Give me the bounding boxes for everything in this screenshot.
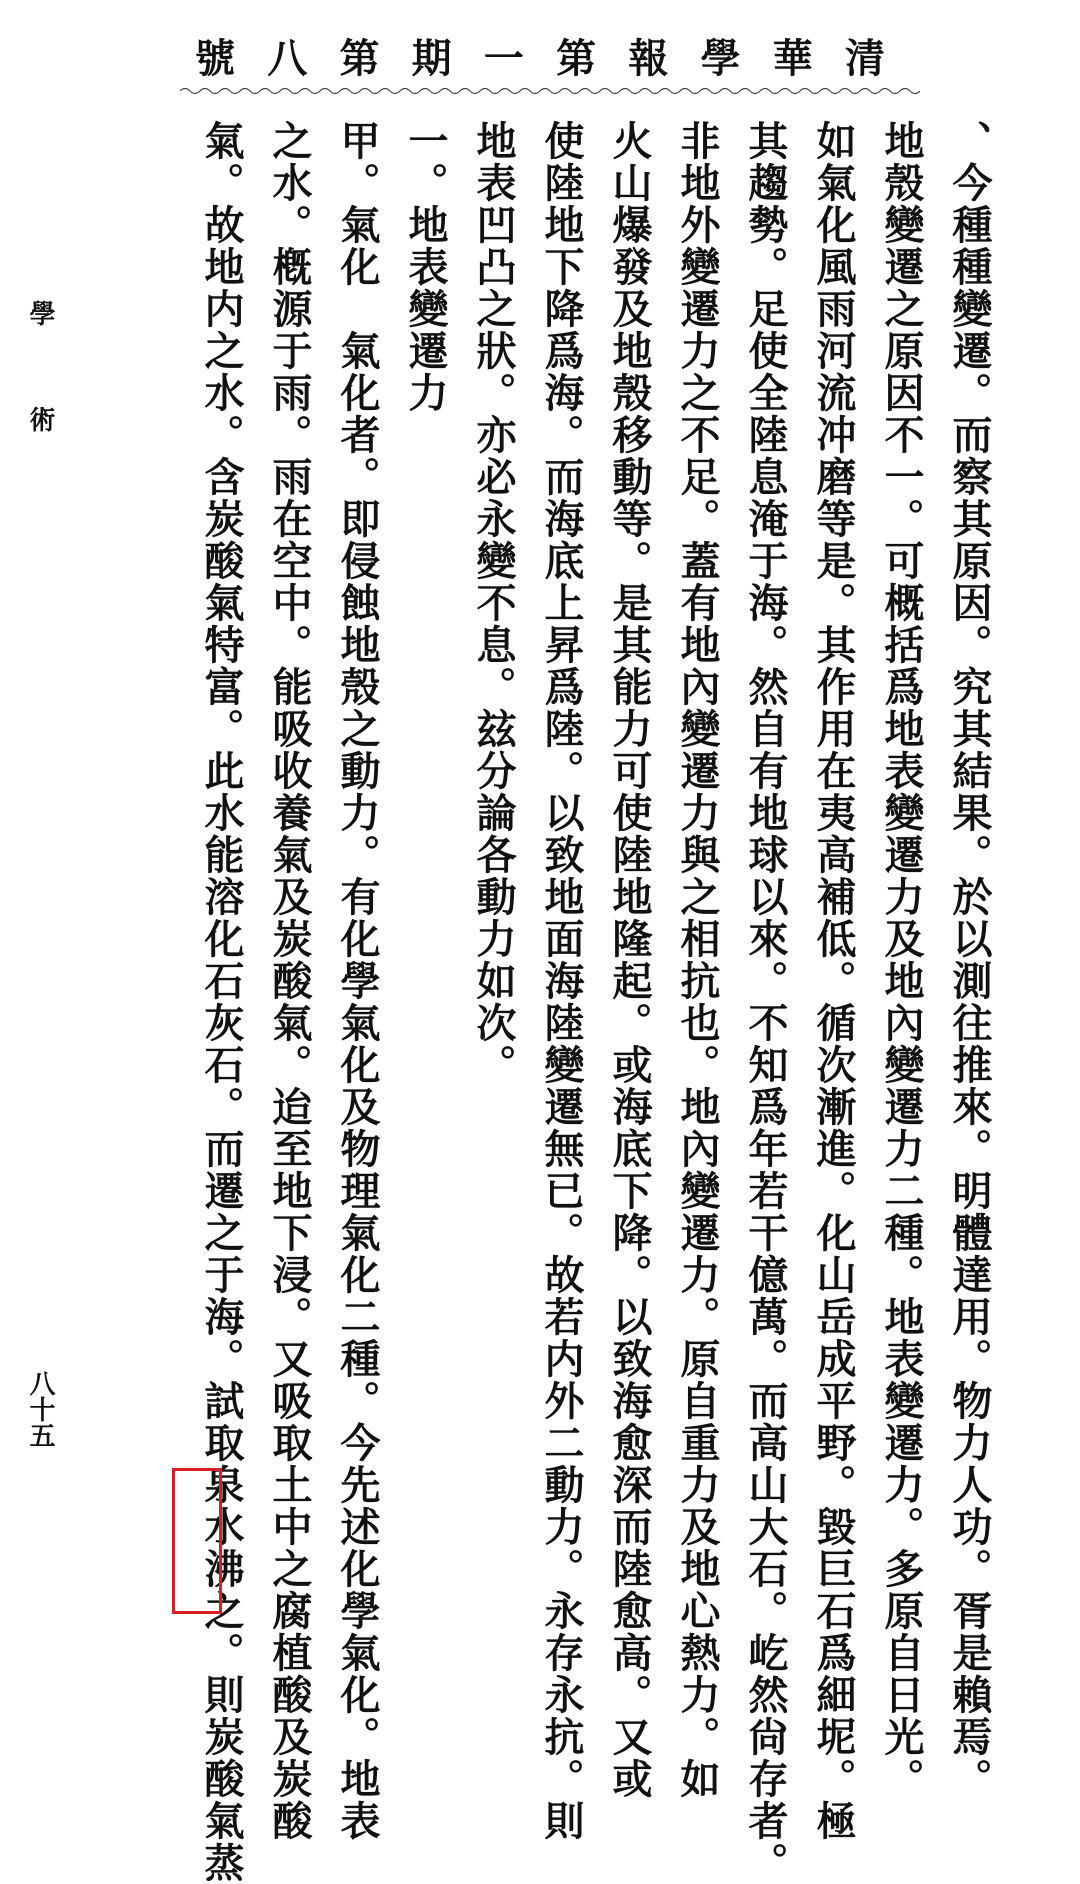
page-number: 八十五 [25, 1370, 55, 1448]
text-column: 非地外變遷力之不足。蓋有地內變遷力與之相抗也。地內變遷力。原自重力及地心熱力。如 [674, 120, 721, 1800]
header-char: 學 [700, 34, 741, 82]
section-heading: 一。地表變遷力 [402, 120, 449, 414]
text-column: 如氣化風雨河流冲磨等是。其作用在夷高補低。循次漸進。化山岳成平野。毀巨石爲細坭。極 [810, 120, 857, 1842]
header-char: 期 [411, 34, 452, 82]
text-column: 火山爆發及地殼移動等。是其能力可使陸地隆起。或海底下降。以致海愈深而陸愈高。又或 [606, 120, 653, 1800]
header-char: 第 [556, 34, 597, 82]
header-divider [180, 86, 920, 96]
header-char: 第 [339, 34, 380, 82]
highlight-box [172, 1468, 222, 1614]
header-char: 報 [628, 34, 669, 82]
header-char: 號 [195, 34, 235, 82]
journal-header [195, 30, 885, 80]
text-column: 氣。故地内之水。含炭酸氣特富。此水能溶化石灰石。而遷之于海。試取泉水沸之。則炭酸氣蒸 [198, 120, 245, 1884]
section-label: 學術 [25, 300, 55, 512]
text-column: 使陸地下降爲海。而海底上昇爲陸。以致地面海陸變遷無已。故若内外二動力。永存永抗。則 [538, 120, 585, 1842]
header-char: 八 [267, 34, 308, 82]
text-column: 之水。槪源于雨。雨在空中。能吸收養氣及炭酸氣。迨至地下浸。又吸取土中之腐植酸及炭酸 [266, 120, 313, 1842]
header-char: 清 [844, 34, 885, 82]
text-column: 地殼變遷之原因不一。可概括爲地表變遷力及地內變遷力二種。地表變遷力。多原自日光。 [878, 120, 925, 1800]
header-char: 華 [772, 34, 813, 82]
text-column: 地表凹凸之狀。亦必永變不息。玆分論各動力如次。 [470, 120, 517, 1086]
header-char: 一 [483, 34, 524, 82]
text-column: 甲。氣化 氣化者。即侵蝕地殼之動力。有化學氣化及物理氣化二種。今先述化學氣化。地表 [334, 120, 381, 1842]
text-column: 其趨勢。足使全陸息淹于海。然自有地球以來。不知爲年若干億萬。而高山大石。屹然尙存者。 [742, 120, 789, 1884]
text-column: 、今種種變遷。而察其原因。究其結果。於以測往推來。明體達用。物力人功。胥是賴焉。 [946, 120, 993, 1800]
